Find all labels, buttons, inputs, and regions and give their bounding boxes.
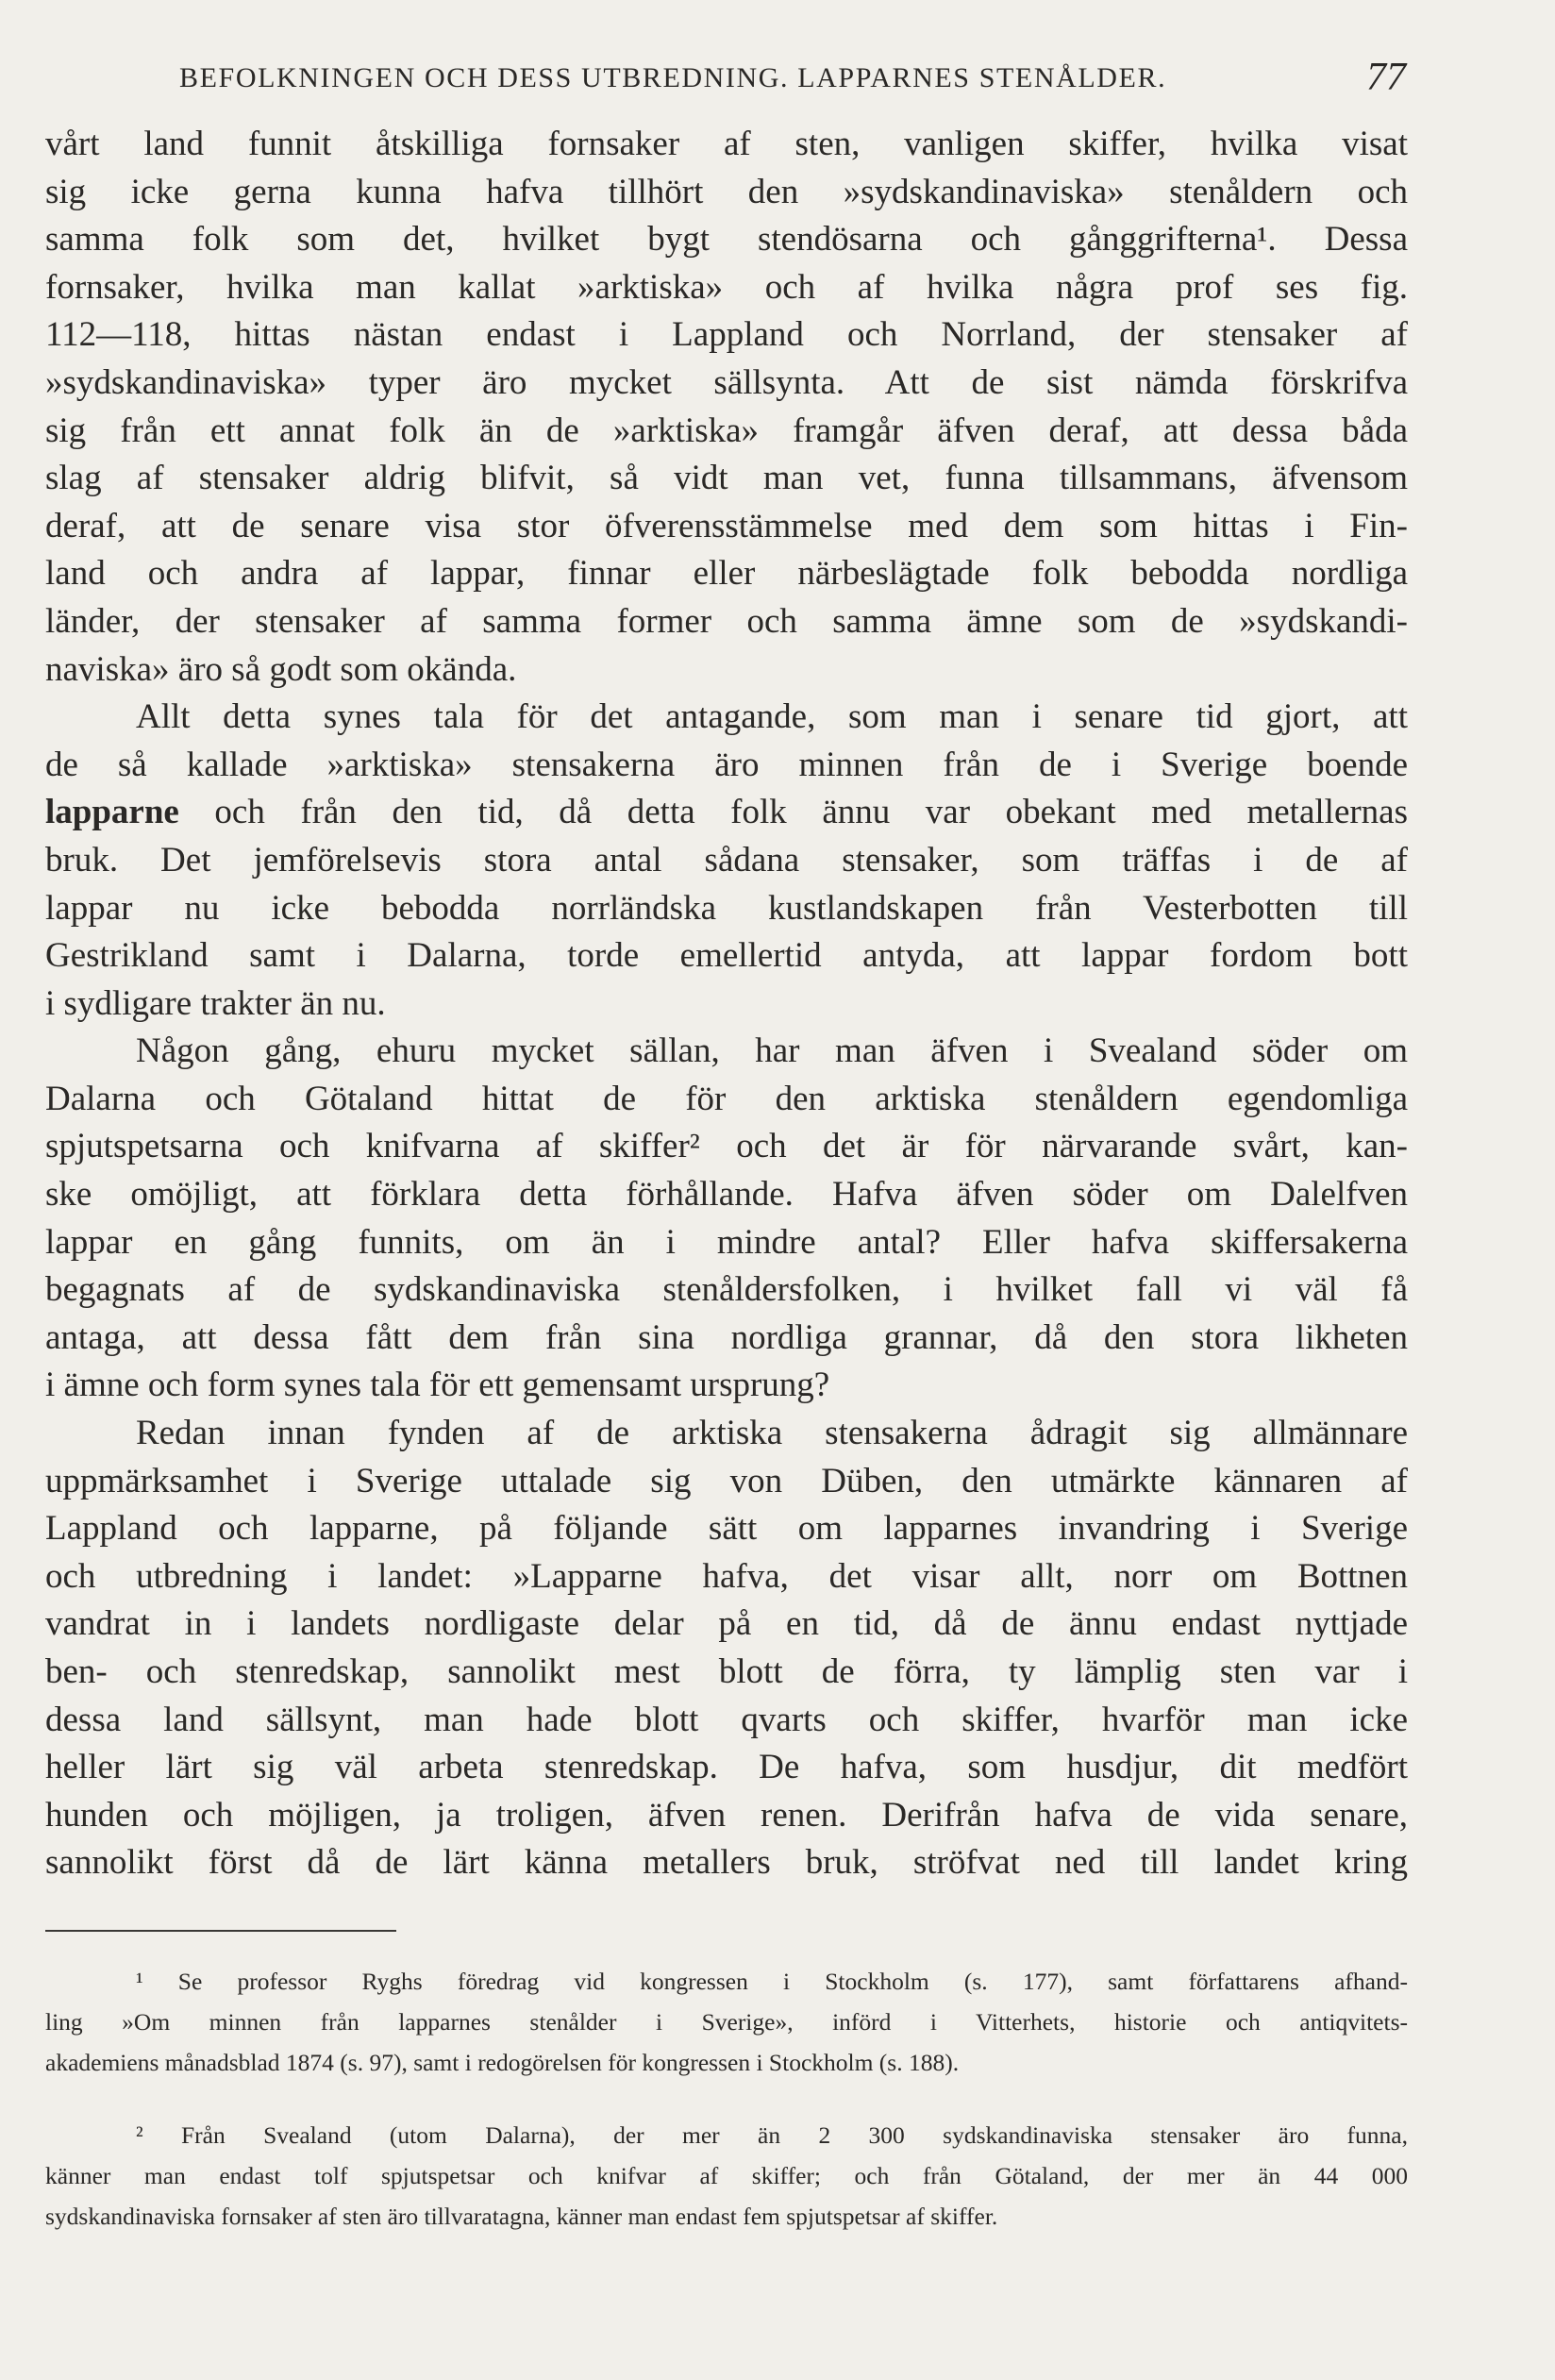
footnote-line: sydskandinaviska fornsaker af sten äro tillvaratagna, känner man endast fem spjutspetsar af skiffer. — [45, 2203, 998, 2230]
text-line: lappar nu icke bebodda norrländska kustlandskapen från Vesterbotten till — [45, 888, 1408, 928]
text-line: begagnats af de sydskandinaviska stenåldersfolken, i hvilket fall vi väl få — [45, 1270, 1408, 1310]
text-line: Gestrikland samt i Dalarna, torde emellertid antyda, att lappar fordom bott — [45, 936, 1408, 976]
text-line: naviska» äro så godt som okända. — [45, 649, 517, 689]
footnote-line: akademiens månadsblad 1874 (s. 97), samt i redogörelsen för kongressen i Stockholm (s. 188). — [45, 2049, 960, 2076]
footnote-line: ² Från Svealand (utom Dalarna), der mer än 2 300 sydskandinaviska stensaker äro funna, — [136, 2121, 1408, 2149]
text-line: heller lärt sig väl arbeta stenredskap. De hafva, som husdjur, dit medfört — [45, 1748, 1408, 1787]
text-line: sannolikt först då de lärt känna metallers bruk, ströfvat ned till landet kring — [45, 1843, 1408, 1883]
text-line: ske omöjligt, att förklara detta förhållande. Hafva äfven söder om Dalelfven — [45, 1175, 1408, 1215]
text-line: ben- och stenredskap, sannolikt mest blott de förra, ty lämplig sten var i — [45, 1652, 1408, 1691]
footnote-spacer — [45, 2083, 1408, 2115]
bold-term: lapparne — [45, 793, 179, 832]
footnote-line: ling »Om minnen från lapparnes stenålder i Sverige», införd i Vitterhets, historie och antiqvitets- — [45, 2008, 1408, 2036]
text-line: spjutspetsarna och knifvarna af skiffer² och det är för närvarande svårt, kan- — [45, 1127, 1408, 1166]
text-line: Dalarna och Götaland hittat de för den arktiska stenåldern egendomliga — [45, 1079, 1408, 1118]
footnote-line: ¹ Se professor Ryghs föredrag vid kongressen i Stockholm (s. 177), samt författarens afhand- — [136, 1968, 1408, 1995]
text-line: i sydligare trakter än nu. — [45, 983, 386, 1023]
text-line: 112—118, hittas nästan endast i Lappland och Norrland, der stensaker af — [45, 315, 1408, 355]
text-line: bruk. Det jemförelsevis stora antal sådana stensaker, som träffas i de af — [45, 840, 1408, 880]
text-line: lappar en gång funnits, om än i mindre antal? Eller hafva skiffersakerna — [45, 1222, 1408, 1262]
text-line: vårt land funnit åtskilliga fornsaker af sten, vanligen skiffer, hvilka visat — [45, 125, 1408, 163]
text-line: »sydskandinaviska» typer äro mycket sällsynta. Att de sist nämda förskrifva — [45, 362, 1408, 402]
header-title: BEFOLKNINGEN OCH DESS UTBREDNING. LAPPARNES STENÅLDER. — [179, 62, 1167, 93]
text-line: land och andra af lappar, finnar eller närbeslägtade folk bebodda nordliga — [45, 554, 1408, 594]
text-line: slag af stensaker aldrig blifvit, så vidt man vet, funna tillsammans, äfvensom — [45, 459, 1408, 498]
text-line: sig från ett annat folk än de »arktiska» framgår äfven deraf, att dessa båda — [45, 411, 1408, 450]
text-line: de så kallade »arktiska» stensakerna äro minnen från de i Sverige boende — [45, 745, 1408, 784]
text-line: vandrat in i landets nordligaste delar på en tid, då de ännu endast nyttjade — [45, 1604, 1408, 1644]
text-line-with-bold — [45, 789, 1408, 837]
footnotes — [45, 1961, 1408, 2237]
page-number: 77 — [1366, 56, 1406, 99]
text-line: fornsaker, hvilka man kallat »arktiska» och af hvilka några prof ses fig. — [45, 267, 1408, 307]
text-line: Någon gång, ehuru mycket sällan, har man äfven i Svealand söder om — [136, 1031, 1408, 1071]
footnote-line: känner man endast tolf spjutspetsar och knifvar af skiffer; och från Götaland, der mer än 44 000 — [45, 2162, 1408, 2189]
text-line: hunden och möjligen, ja troligen, äfven renen. Derifrån hafva de vida senare, — [45, 1795, 1408, 1835]
text-line: sig icke gerna kunna hafva tillhört den »sydskandinaviska» stenåldern och — [45, 172, 1408, 211]
text-line: samma folk som det, hvilket bygt stendösarna och gånggrifterna¹. Dessa — [45, 220, 1408, 260]
text-line: länder, der stensaker af samma former och samma ämne som de »sydskandi- — [45, 601, 1408, 641]
body-text — [45, 121, 1408, 1887]
text-line: Allt detta synes tala för det antagande, som man i senare tid gjort, att — [136, 697, 1408, 737]
text-line: Lappland och lapparne, på följande sätt om lapparnes invandring i Sverige — [45, 1509, 1408, 1549]
text-line: dessa land sällsynt, man hade blott qvarts och skiffer, hvarför man icke — [45, 1700, 1408, 1739]
text-line: antaga, att dessa fått dem från sina nordliga grannar, då den stora likheten — [45, 1317, 1408, 1357]
text-line: deraf, att de senare visa stor öfverensstämmelse med dem som hittas i Fin- — [45, 506, 1408, 545]
text-line: Redan innan fynden af de arktiska stensakerna ådragit sig allmännare — [136, 1414, 1408, 1453]
running-header — [179, 55, 1406, 111]
footnote-divider — [45, 1930, 396, 1932]
text-line: och utbredning i landet: »Lapparne hafva, det visar allt, norr om Bottnen — [45, 1556, 1408, 1596]
text-line: uppmärksamhet i Sverige uttalade sig von Düben, den utmärkte kännaren af — [45, 1461, 1408, 1500]
text-line-rest: och från den tid, då detta folk ännu var obekant med metallernas — [214, 793, 1409, 832]
text-line: i ämne och form synes tala för ett gemensamt ursprung? — [45, 1366, 830, 1405]
